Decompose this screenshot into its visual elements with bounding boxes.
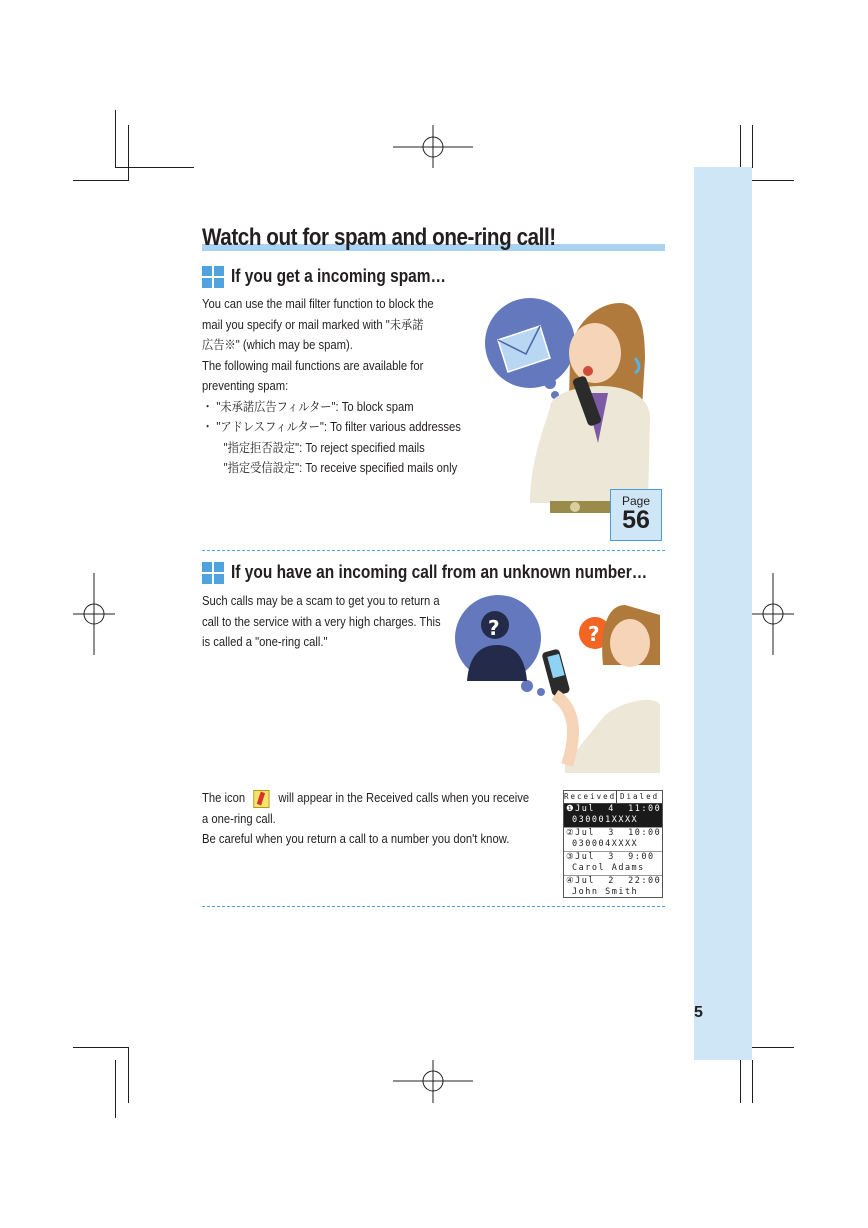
page-title: Watch out for spam and one-ring call! bbox=[202, 224, 556, 251]
one-ring-icon bbox=[254, 790, 270, 808]
received-calls-screen bbox=[563, 790, 663, 898]
section-heading-unknown-call: If you have an incoming call from an unknown number… bbox=[231, 562, 648, 582]
section-bullet-icon bbox=[202, 266, 224, 288]
section-bullet-icon bbox=[202, 562, 224, 584]
side-tab bbox=[694, 167, 752, 1060]
one-ring-woman-illustration bbox=[455, 595, 665, 775]
page-number: 5 bbox=[694, 1004, 703, 1021]
tab-received[interactable]: Received bbox=[564, 792, 617, 801]
section-divider bbox=[202, 906, 665, 907]
icon-notice-text: The icon will appear in the Received calls when you receive a one-ring call. Be careful when you return a call to a number you don't know. bbox=[202, 791, 530, 846]
call-log-row[interactable]: ④Jul 2 22:00 John Smith bbox=[566, 876, 662, 897]
page-reference-badge[interactable]: Page 56 bbox=[610, 489, 662, 541]
spam-text: You can use the mail filter function to block the mail you specify or mail marked with "未承諾 広告※" (which may be spam). The following mail functions are available for preventing spam: ・ "未承諾広告フィルター": To block spam ・ "アドレスフィルター": To filter various addresses "指定拒否設定": To reject specified mails "指定受信設定": To receive specified mails only bbox=[202, 297, 461, 475]
tab-dialed[interactable]: Dialed bbox=[620, 792, 660, 801]
call-log-row[interactable]: ②Jul 3 10:00 030004XXXX bbox=[564, 828, 662, 852]
svg-text:?: ? bbox=[488, 616, 500, 640]
spam-woman-illustration bbox=[470, 298, 660, 518]
section-divider bbox=[202, 550, 665, 551]
call-log-row[interactable]: ③Jul 3 9:00 Carol Adams bbox=[564, 852, 662, 876]
section-heading-spam: If you get a incoming spam… bbox=[231, 266, 447, 286]
call-log-row[interactable]: ❶Jul 4 11:00 030001XXXX bbox=[564, 804, 662, 828]
svg-text:?: ? bbox=[588, 622, 600, 646]
one-ring-text: Such calls may be a scam to get you to return a call to the service with a very high charges. This is called a "one-ring call." bbox=[202, 594, 441, 649]
